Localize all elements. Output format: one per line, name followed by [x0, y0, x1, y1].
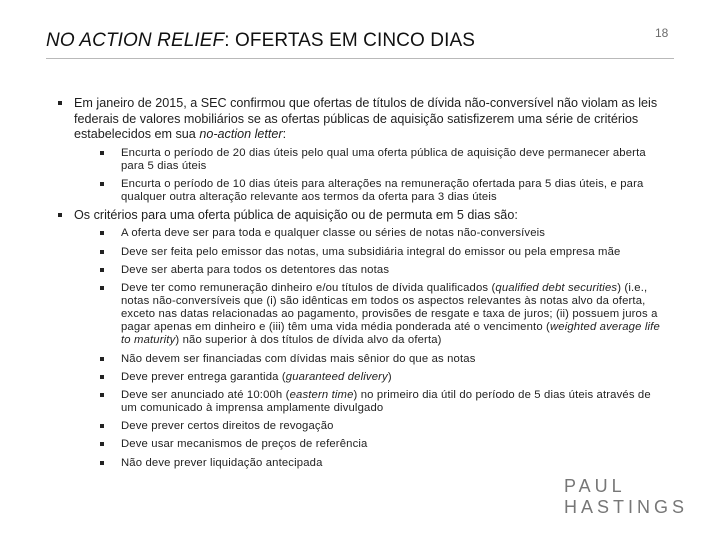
bullet-text: Os critérios para uma oferta pública de aquisição ou de permuta em 5 dias são:: [74, 207, 518, 222]
criterion-all-classes: A oferta deve ser para toda e qualquer classe ou séries de notas não-conversíveis: [74, 227, 670, 240]
criterion-early-settlement: Não deve prever liquidação antecipada: [74, 457, 670, 470]
bullet-marker: [100, 424, 104, 428]
slide-title-italic: NO ACTION RELIEF: [46, 30, 225, 51]
bullet-marker: [100, 268, 104, 272]
slide-body: [58, 96, 670, 472]
criterion-consideration: Deve ter como remuneração dinheiro e/ou títulos de dívida qualificados (qualified debt securities) (i.e., notas não-conversíveis que (i) são idênticas em todos os aspectos relevantes às notas alvo da oferta, exceto nas datas relacionadas ao pagamento, provisões de resgate e taxa de juros; (ii) possuem juros a pagar apenas em dinheiro e (iii) têm uma vida média ponderada até o vencimento (weighted average life to maturity) não superior à dos títulos de dívida alvo da oferta): [74, 282, 670, 347]
bullet-marker: [100, 250, 104, 254]
criterion-issuer: Deve ser feita pelo emissor das notas, uma subsidiária integral do emissor ou pela empresa mãe: [74, 246, 670, 259]
title-divider: [46, 58, 674, 59]
bullet-text: Em janeiro de 2015, a SEC confirmou que ofertas de títulos de dívida não-conversível não violam as leis federais de valores mobiliários se as ofertas públicas de aquisição satisfizerem uma série de critérios estabelecidos em sua no-action letter:: [74, 96, 658, 141]
bullet-marker: [100, 151, 104, 155]
sub-bullet-list: [74, 147, 670, 204]
bullet-marker: [100, 442, 104, 446]
bullet-marker: [100, 375, 104, 379]
criterion-financing: Não devem ser financiadas com dívidas mais sênior do que as notas: [74, 353, 670, 366]
bullet-sec-relief: [58, 96, 670, 204]
logo-line-2: HASTINGS: [564, 497, 689, 517]
bullet-marker: [100, 357, 104, 361]
sub-bullet-list: [74, 227, 670, 469]
page-number: 18: [655, 26, 669, 40]
slide-title-rest: : OFERTAS EM CINCO DIAS: [224, 30, 475, 51]
criterion-announcement: Deve ser anunciado até 10:00h (eastern time) no primeiro dia útil do período de 5 dias úteis através de um comunicado à imprensa amplamente divulgado: [74, 389, 670, 415]
criterion-open-to-all: Deve ser aberta para todos os detentores das notas: [74, 264, 670, 277]
sub-bullet-10-days: Encurta o período de 10 dias úteis para alterações na remuneração ofertada para 5 dias úteis, e para qualquer outra alteração relevante aos termos da oferta para 3 dias úteis: [74, 178, 670, 204]
bullet-marker: [100, 461, 104, 465]
paul-hastings-logo: [564, 476, 688, 517]
criterion-withdrawal-rights: Deve prever certos direitos de revogação: [74, 420, 670, 433]
sub-bullet-20-days: Encurta o período de 20 dias úteis pelo qual uma oferta pública de aquisição deve permanecer aberta para 5 dias úteis: [74, 147, 670, 173]
slide-title: [46, 30, 475, 52]
bullet-marker: [100, 231, 104, 235]
criterion-guaranteed-delivery: Deve prever entrega garantida (guaranteed delivery): [74, 371, 670, 384]
logo-line-1: PAUL: [564, 476, 626, 496]
bullet-marker: [100, 393, 104, 397]
bullet-marker: [100, 286, 104, 290]
criterion-reference-pricing: Deve usar mecanismos de preços de referência: [74, 438, 670, 451]
bullet-criteria: [58, 208, 670, 470]
bullet-marker: [58, 213, 62, 217]
bullet-marker: [100, 182, 104, 186]
bullet-marker: [58, 101, 62, 105]
